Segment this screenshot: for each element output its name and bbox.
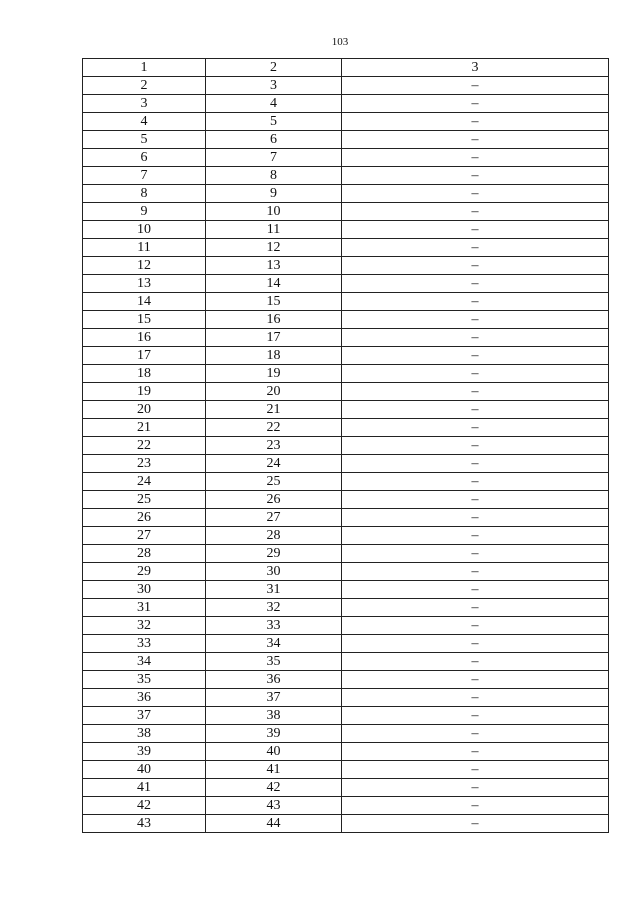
table-cell-col-2: 41 — [206, 761, 342, 779]
table-cell-col-3: – — [342, 491, 609, 509]
table-row — [83, 167, 609, 185]
table-cell-col-1: 11 — [83, 239, 206, 257]
table-row — [83, 239, 609, 257]
table-row — [83, 275, 609, 293]
table-cell-col-2: 7 — [206, 149, 342, 167]
table-cell-col-2: 35 — [206, 653, 342, 671]
table-cell-col-2: 16 — [206, 311, 342, 329]
table-cell-col-1: 14 — [83, 293, 206, 311]
table-cell-col-1: 23 — [83, 455, 206, 473]
table-row — [83, 221, 609, 239]
table-cell-col-1: 36 — [83, 689, 206, 707]
table-cell-col-2: 8 — [206, 167, 342, 185]
table-cell-col-2: 43 — [206, 797, 342, 815]
table-cell-col-3: – — [342, 689, 609, 707]
table-row — [83, 635, 609, 653]
table-row — [83, 329, 609, 347]
table-cell-col-3: – — [342, 761, 609, 779]
table-cell-col-2: 25 — [206, 473, 342, 491]
table-cell-col-3: – — [342, 419, 609, 437]
table-row — [83, 257, 609, 275]
table-cell-col-2: 19 — [206, 365, 342, 383]
table-cell-col-3: – — [342, 581, 609, 599]
table-cell-col-1: 35 — [83, 671, 206, 689]
table-cell-col-1: 3 — [83, 95, 206, 113]
table-cell-col-1: 6 — [83, 149, 206, 167]
table-cell-col-2: 44 — [206, 815, 342, 833]
table-cell-col-1: 12 — [83, 257, 206, 275]
table-cell-col-2: 36 — [206, 671, 342, 689]
table-row — [83, 815, 609, 833]
table-cell-col-2: 40 — [206, 743, 342, 761]
table-cell-col-3: – — [342, 653, 609, 671]
table-row — [83, 203, 609, 221]
table-cell-col-2: 23 — [206, 437, 342, 455]
table-cell-col-1: 29 — [83, 563, 206, 581]
table-cell-col-1: 1 — [83, 59, 206, 77]
table-cell-col-2: 4 — [206, 95, 342, 113]
table-cell-col-1: 2 — [83, 77, 206, 95]
table-header-row — [83, 59, 609, 77]
table-cell-col-3: – — [342, 239, 609, 257]
table-cell-col-3: – — [342, 635, 609, 653]
table-cell-col-1: 15 — [83, 311, 206, 329]
table-row — [83, 707, 609, 725]
table-cell-col-3: – — [342, 509, 609, 527]
table-cell-col-1: 26 — [83, 509, 206, 527]
table-row — [83, 113, 609, 131]
table-cell-col-2: 32 — [206, 599, 342, 617]
table-cell-col-3: – — [342, 257, 609, 275]
table-cell-col-2: 37 — [206, 689, 342, 707]
table-cell-col-3: – — [342, 743, 609, 761]
table-cell-col-2: 29 — [206, 545, 342, 563]
table-row — [83, 779, 609, 797]
table-cell-col-2: 13 — [206, 257, 342, 275]
table-row — [83, 77, 609, 95]
table-cell-col-1: 30 — [83, 581, 206, 599]
table-cell-col-2: 17 — [206, 329, 342, 347]
table-cell-col-1: 24 — [83, 473, 206, 491]
table-row — [83, 491, 609, 509]
table-cell-col-1: 13 — [83, 275, 206, 293]
table-cell-col-2: 42 — [206, 779, 342, 797]
table-row — [83, 149, 609, 167]
table-cell-col-1: 43 — [83, 815, 206, 833]
table-cell-col-2: 33 — [206, 617, 342, 635]
table-row — [83, 293, 609, 311]
table-cell-col-1: 16 — [83, 329, 206, 347]
table-cell-col-2: 24 — [206, 455, 342, 473]
table-cell-col-2: 3 — [206, 77, 342, 95]
table-cell-col-3: – — [342, 329, 609, 347]
table-cell-col-3: – — [342, 383, 609, 401]
table-cell-col-1: 42 — [83, 797, 206, 815]
table-cell-col-3: – — [342, 707, 609, 725]
table-cell-col-2: 26 — [206, 491, 342, 509]
table-body — [83, 59, 609, 833]
table-cell-col-1: 17 — [83, 347, 206, 365]
table-row — [83, 653, 609, 671]
table-cell-col-1: 19 — [83, 383, 206, 401]
page-number: 103 — [331, 36, 349, 48]
table-cell-col-3: – — [342, 167, 609, 185]
table-row — [83, 743, 609, 761]
table-cell-col-2: 27 — [206, 509, 342, 527]
table-row — [83, 797, 609, 815]
table-cell-col-1: 10 — [83, 221, 206, 239]
table-cell-col-3: – — [342, 347, 609, 365]
table-cell-col-2: 5 — [206, 113, 342, 131]
table-cell-col-2: 15 — [206, 293, 342, 311]
table-cell-col-3: – — [342, 617, 609, 635]
table-cell-col-3: – — [342, 599, 609, 617]
table-row — [83, 563, 609, 581]
table-cell-col-1: 32 — [83, 617, 206, 635]
table-cell-col-1: 9 — [83, 203, 206, 221]
table-cell-col-2: 34 — [206, 635, 342, 653]
table-cell-col-3: – — [342, 113, 609, 131]
table-cell-col-2: 14 — [206, 275, 342, 293]
table-cell-col-1: 34 — [83, 653, 206, 671]
table-row — [83, 455, 609, 473]
table-cell-col-2: 20 — [206, 383, 342, 401]
table-cell-col-3: 3 — [342, 59, 609, 77]
table-row — [83, 401, 609, 419]
table-cell-col-3: – — [342, 221, 609, 239]
table-cell-col-1: 27 — [83, 527, 206, 545]
table-cell-col-3: – — [342, 563, 609, 581]
table-cell-col-1: 31 — [83, 599, 206, 617]
table-cell-col-3: – — [342, 95, 609, 113]
table-cell-col-3: – — [342, 779, 609, 797]
table-row — [83, 365, 609, 383]
table-cell-col-3: – — [342, 797, 609, 815]
table-row — [83, 437, 609, 455]
table-row — [83, 761, 609, 779]
table-cell-col-2: 30 — [206, 563, 342, 581]
table-row — [83, 95, 609, 113]
table-cell-col-3: – — [342, 365, 609, 383]
table-row — [83, 527, 609, 545]
table-cell-col-1: 25 — [83, 491, 206, 509]
table-cell-col-2: 18 — [206, 347, 342, 365]
data-table-container — [82, 58, 608, 833]
table-row — [83, 419, 609, 437]
table-row — [83, 347, 609, 365]
table-cell-col-2: 22 — [206, 419, 342, 437]
table-cell-col-1: 22 — [83, 437, 206, 455]
table-row — [83, 473, 609, 491]
table-row — [83, 545, 609, 563]
table-cell-col-3: – — [342, 293, 609, 311]
table-cell-col-3: – — [342, 131, 609, 149]
table-row — [83, 689, 609, 707]
table-cell-col-1: 7 — [83, 167, 206, 185]
table-row — [83, 311, 609, 329]
table-cell-col-2: 28 — [206, 527, 342, 545]
table-cell-col-1: 20 — [83, 401, 206, 419]
table-cell-col-3: – — [342, 401, 609, 419]
table-cell-col-2: 21 — [206, 401, 342, 419]
table-cell-col-2: 6 — [206, 131, 342, 149]
table-cell-col-2: 31 — [206, 581, 342, 599]
table-row — [83, 185, 609, 203]
table-cell-col-3: – — [342, 437, 609, 455]
table-row — [83, 383, 609, 401]
table-cell-col-3: – — [342, 455, 609, 473]
table-cell-col-1: 21 — [83, 419, 206, 437]
table-cell-col-1: 41 — [83, 779, 206, 797]
table-row — [83, 509, 609, 527]
table-cell-col-3: – — [342, 311, 609, 329]
table-cell-col-3: – — [342, 77, 609, 95]
table-cell-col-1: 40 — [83, 761, 206, 779]
table-cell-col-2: 2 — [206, 59, 342, 77]
table-row — [83, 131, 609, 149]
table-cell-col-1: 5 — [83, 131, 206, 149]
table-cell-col-1: 39 — [83, 743, 206, 761]
table-cell-col-1: 8 — [83, 185, 206, 203]
table-cell-col-2: 39 — [206, 725, 342, 743]
table-cell-col-2: 10 — [206, 203, 342, 221]
table-cell-col-1: 38 — [83, 725, 206, 743]
table-cell-col-1: 4 — [83, 113, 206, 131]
table-cell-col-3: – — [342, 545, 609, 563]
table-cell-col-1: 18 — [83, 365, 206, 383]
table-cell-col-3: – — [342, 815, 609, 833]
table-cell-col-3: – — [342, 203, 609, 221]
table-cell-col-3: – — [342, 275, 609, 293]
table-row — [83, 671, 609, 689]
table-cell-col-3: – — [342, 185, 609, 203]
table-cell-col-3: – — [342, 671, 609, 689]
table-cell-col-2: 11 — [206, 221, 342, 239]
table-row — [83, 599, 609, 617]
table-cell-col-3: – — [342, 725, 609, 743]
table-row — [83, 725, 609, 743]
table-cell-col-1: 33 — [83, 635, 206, 653]
table-cell-col-2: 38 — [206, 707, 342, 725]
table-cell-col-3: – — [342, 149, 609, 167]
data-table — [82, 58, 609, 833]
table-cell-col-3: – — [342, 473, 609, 491]
table-cell-col-3: – — [342, 527, 609, 545]
table-cell-col-2: 9 — [206, 185, 342, 203]
table-cell-col-1: 28 — [83, 545, 206, 563]
table-row — [83, 581, 609, 599]
table-row — [83, 617, 609, 635]
table-cell-col-2: 12 — [206, 239, 342, 257]
table-cell-col-1: 37 — [83, 707, 206, 725]
